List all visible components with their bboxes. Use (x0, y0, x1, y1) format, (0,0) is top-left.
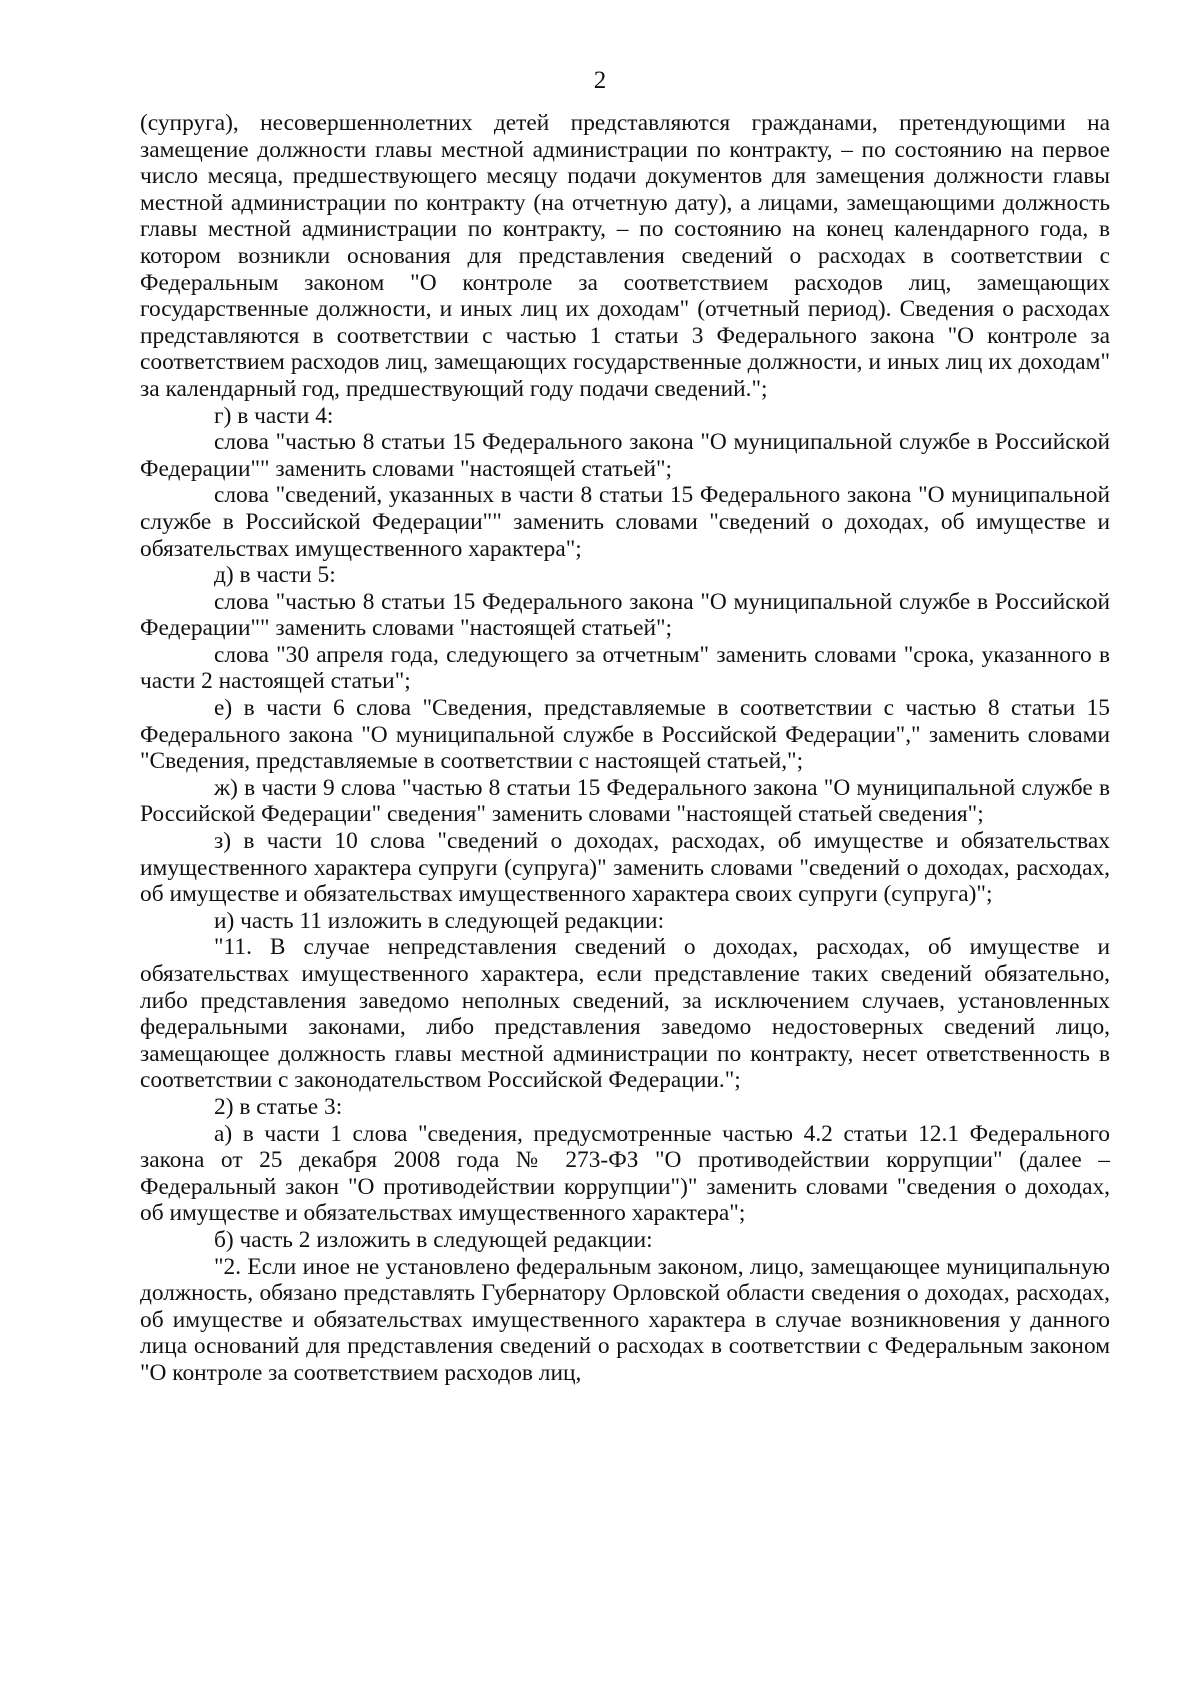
paragraph: слова "частью 8 статьи 15 Федерального закона "О муниципальной службе в Российской Федерации"" заменить словами "настоящей статьей"; (140, 429, 1110, 482)
paragraph: б) часть 2 изложить в следующей редакции: (214, 1226, 653, 1253)
paragraph: слова "30 апреля года, следующего за отчетным" заменить словами "срока, указанного в части 2 настоящей статьи"; (140, 641, 1110, 695)
paragraph: е) в части 6 слова "Сведения, представляемые в соответствии с частью 8 статьи 15 Федерального закона "О муниципальной службе в Российской Федерации"," заменить словами "Сведения, представляемые в соответствии с настоящей статьей,"; (140, 695, 1110, 775)
paragraph: г) в части 4: (214, 402, 334, 429)
paragraph: д) в части 5: (214, 562, 336, 589)
page-number: 2 (593, 67, 607, 94)
paragraph: слова "частью 8 статьи 15 Федерального закона "О муниципальной службе в Российской Федерации"" заменить словами "настоящей статьей"; (140, 588, 1110, 642)
paragraph: и) часть 11 изложить в следующей редакции: (214, 907, 665, 934)
body-text (140, 110, 1110, 1387)
paragraph: а) в части 1 слова "сведения, предусмотренные частью 4.2 статьи 12.1 Федерального закона от 25 декабря 2008 года № 273-ФЗ "О противодействии коррупции" (далее – Федеральный закон "О противодействии коррупции")" заменить словами "сведения о доходах, об имуществе и обязательствах имущественного характера"; (140, 1120, 1110, 1227)
paragraph: (супруга), несовершеннолетних детей представляются гражданами, претендующими на замещение должности главы местной администрации по контракту, – по состоянию на первое число месяца, предшествующего месяцу подачи документов для замещения должности главы местной администрации по контракту (на отчетную дату), а лицами, замещающими должность главы местной администрации по контракту, – по состоянию на конец календарного года, в котором возникли основания для представления сведений о расходах в соответствии с Федеральным законом "О контроле за соответствием расходов лиц, замещающих государственные должности, и иных лиц их доходам" (отчетный период). Сведения о расходах представляются в соответствии с частью 1 статьи 3 Федерального закона "О контроле за соответствием расходов лиц, замещающих государственные должности, и иных лиц их доходам" за календарный год, предшествующий году подачи сведений."; (140, 110, 1110, 402)
paragraph: "2. Если иное не установлено федеральным законом, лицо, замещающее муниципальную должность, обязано представлять Губернатору Орловской области сведения о доходах, расходах, об имуществе и обязательствах имущественного характера в случае возникновения у данного лица оснований для представления сведений о расходах в соответствии с Федеральным законом "О контроле за соответствием расходов лиц, (140, 1253, 1110, 1386)
paragraph: "11. В случае непредставления сведений о доходах, расходах, об имуществе и обязательствах имущественного характера, если представление таких сведений обязательно, либо представления заведомо неполных сведений, за исключением случаев, установленных федеральными законами, либо представления заведомо недостоверных сведений лицо, замещающее должность главы местной администрации по контракту, несет ответственность в соответствии с законодательством Российской Федерации."; (140, 934, 1110, 1094)
paragraph: 2) в статье 3: (214, 1093, 343, 1120)
paragraph: ж) в части 9 слова "частью 8 статьи 15 Федерального закона "О муниципальной службе в Российской Федерации" сведения" заменить словами "настоящей статьей сведения"; (140, 774, 1110, 828)
paragraph: з) в части 10 слова "сведений о доходах, расходах, об имуществе и обязательствах имущественного характера супруги (супруга)" заменить словами "сведений о доходах, расходах, об имуществе и обязательствах имущественного характера своих супруги (супруга)"; (140, 828, 1110, 908)
paragraph: слова "сведений, указанных в части 8 статьи 15 Федерального закона "О муниципальной службе в Российской Федерации"" заменить словами "сведений о доходах, об имуществе и обязательствах имущественного характера"; (140, 482, 1110, 562)
